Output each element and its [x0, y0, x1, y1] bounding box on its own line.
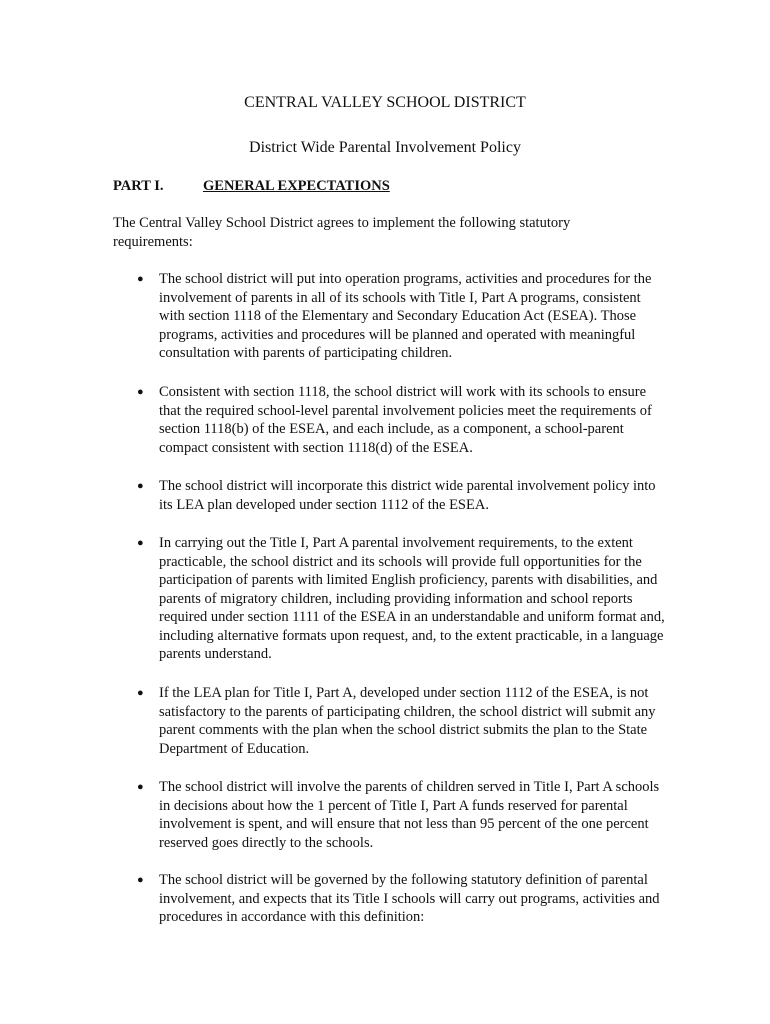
part-heading — [113, 177, 390, 195]
bullet-icon: ● — [137, 480, 144, 492]
list-item-text: The school district will involve the parents of children served in Title I, Part A schools in decisions about how the 1 percent of Title I, Part A funds reserved for parental involvement is spent, and will ensure that not less than 95 percent of the one percent reserved goes directly to the schools. — [159, 779, 660, 851]
list-item-text: If the LEA plan for Title I, Part A, developed under section 1112 of the ESEA, is not satisfactory to the parents of participating children, the school district will submit any parent comments with the plan when the school district submits the plan to the State Department of Education. — [159, 685, 656, 757]
document-title: CENTRAL VALLEY SCHOOL DISTRICT — [244, 94, 526, 111]
bullet-icon: ● — [137, 874, 144, 886]
bullet-icon: ● — [137, 537, 144, 549]
bullet-icon: ● — [137, 781, 144, 793]
document-subtitle: District Wide Parental Involvement Policy — [249, 139, 521, 156]
intro-paragraph: The Central Valley School District agrees to implement the following statutory requirements: — [113, 215, 571, 250]
part-title: GENERAL EXPECTATIONS — [203, 178, 390, 194]
list-item-text: In carrying out the Title I, Part A parental involvement requirements, to the extent practicable, the school district and its schools will provide full opportunities for the participation of parents with limited English proficiency, parents with disabilities, and parents of migratory children, including providing information and school reports required under section 1111 of the ESEA in an understandable and uniform format and, including alternative formats upon request, and, to the extent practicable, in a language parents understand. — [159, 535, 665, 662]
list-item-text: The school district will put into operation programs, activities and procedures for the involvement of parents in all of its schools with Title I, Part A programs, consistent with section 1118 of the Elementary and Secondary Education Act (ESEA). Those programs, activities and procedures will be planned and operated with meaningful consultation with parents of participating children. — [159, 271, 652, 361]
list-item-text: The school district will incorporate this district wide parental involvement policy into its LEA plan developed under section 1112 of the ESEA. — [159, 478, 656, 513]
bullet-icon: ● — [137, 273, 144, 285]
part-label: PART I. — [113, 178, 164, 194]
bullet-icon: ● — [137, 386, 144, 398]
list-item-text: The school district will be governed by the following statutory definition of parental involvement, and expects that its Title I schools will carry out programs, activities and procedures in accordance with this definition: — [159, 872, 660, 925]
bullet-icon: ● — [137, 687, 144, 699]
list-item-text: Consistent with section 1118, the school district will work with its schools to ensure that the required school-level parental involvement policies meet the requirements of section 1118(b) of the ESEA, and each include, as a component, a school-parent compact consistent with section 1118(d) of the ESEA. — [159, 384, 652, 456]
